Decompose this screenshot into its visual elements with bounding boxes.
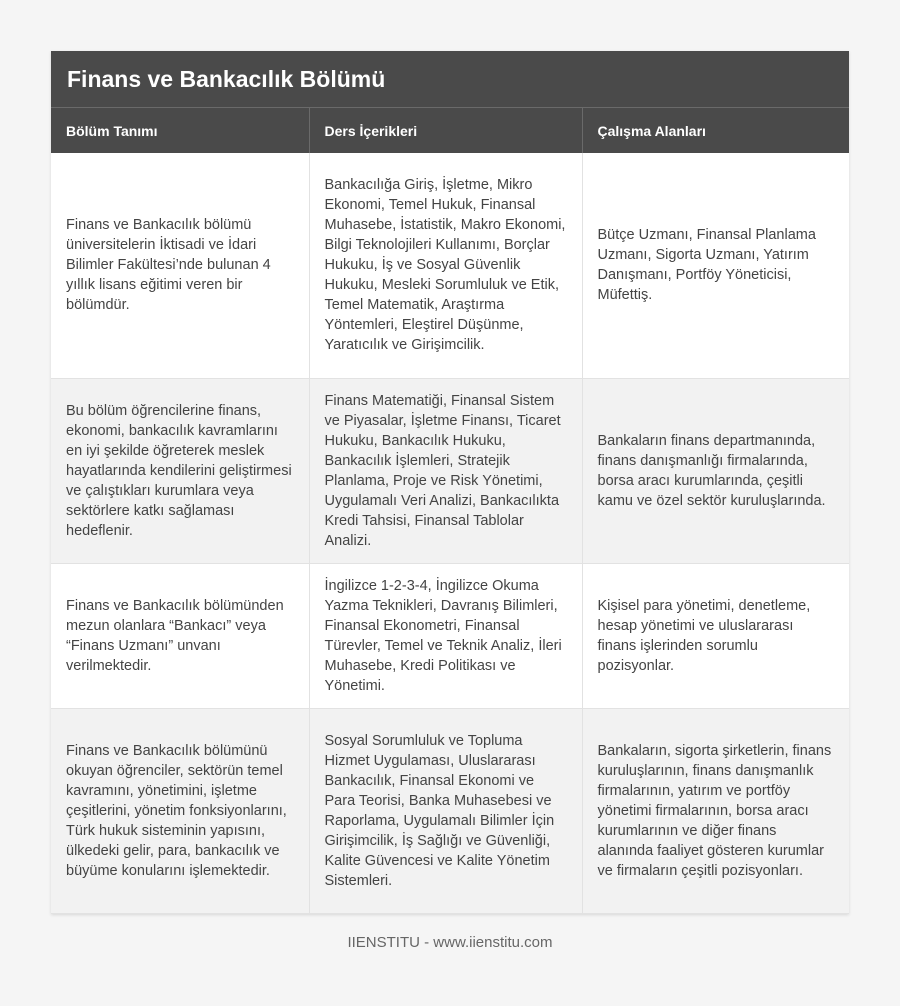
cell-career-areas: Bütçe Uzmanı, Finansal Planlama Uzmanı, Sigorta Uzmanı, Yatırım Danışmanı, Portföy Yöneticisi, Müfettiş. <box>582 153 849 378</box>
cell-career-areas: Kişisel para yönetimi, denetleme, hesap yönetimi ve uluslararası finans işlerinden sorumlu pozisyonlar. <box>582 563 849 708</box>
column-header-courses: Ders İçerikleri <box>309 108 582 153</box>
cell-description: Finans ve Bankacılık bölümünden mezun olanlara “Bankacı” veya “Finans Uzmanı” unvanı verilmektedir. <box>51 563 309 708</box>
cell-courses: İngilizce 1-2-3-4, İngilizce Okuma Yazma Teknikleri, Davranış Bilimleri, Finansal Ekonometri, Finansal Türevler, Temel ve Teknik Analiz, İleri Muhasebe, Kredi Politikası ve Yönetimi. <box>309 563 582 708</box>
table-row <box>51 153 849 378</box>
info-card <box>51 51 849 914</box>
page-title: Finans ve Bankacılık Bölümü <box>51 51 849 108</box>
table-row <box>51 563 849 708</box>
table-header-row <box>51 108 849 153</box>
cell-description: Bu bölüm öğrencilerine finans, ekonomi, bankacılık kavramlarını en iyi şekilde öğreterek meslek hayatlarında kendilerini geliştirmesi ve çalıştıkları kurumlara veya sektörlere katkı sağlaması hedeflenir. <box>51 378 309 563</box>
table-row <box>51 708 849 913</box>
cell-courses: Bankacılığa Giriş, İşletme, Mikro Ekonomi, Temel Hukuk, Finansal Muhasebe, İstatistik, Makro Ekonomi, Bilgi Teknolojileri Kullanımı, Borçlar Hukuku, İş ve Sosyal Güvenlik Hukuku, Mesleki Sorumluluk ve Etik, Temel Matematik, Araştırma Yöntemleri, Eleştirel Düşünme, Yaratıcılık ve Girişimcilik. <box>309 153 582 378</box>
column-header-description: Bölüm Tanımı <box>51 108 309 153</box>
footer-credit: IIENSTITU - www.iienstitu.com <box>347 934 553 951</box>
cell-career-areas: Bankaların, sigorta şirketlerin, finans kuruluşlarının, finans danışmanlık firmalarının, yatırım ve portföy yönetimi firmalarının, borsa aracı kurumlarının ve diğer finans alanında faaliyet gösteren kurumlar ve firmaların çeşitli pozisyonları. <box>582 708 849 913</box>
table-row <box>51 378 849 563</box>
cell-courses: Sosyal Sorumluluk ve Topluma Hizmet Uygulaması, Uluslararası Bankacılık, Finansal Ekonomi ve Para Teorisi, Banka Muhasebesi ve Raporlama, Uygulamalı Bilimler İçin Girişimcilik, İş Sağlığı ve Güvenliği, Kalite Güvencesi ve Kalite Yönetim Sistemleri. <box>309 708 582 913</box>
cell-description: Finans ve Bankacılık bölümü üniversitelerin İktisadi ve İdari Bilimler Fakültesi’nde bulunan 4 yıllık lisans eğitimi veren bir bölümdür. <box>51 153 309 378</box>
cell-description: Finans ve Bankacılık bölümünü okuyan öğrenciler, sektörün temel kavramını, yönetimini, işletme çeşitlerini, yönetim fonksiyonlarını, Türk hukuk sisteminin yapısını, ülkedeki gelir, para, bankacılık ve büyüme konularını işlemektedir. <box>51 708 309 913</box>
department-table <box>51 108 849 914</box>
column-header-career-areas: Çalışma Alanları <box>582 108 849 153</box>
cell-courses: Finans Matematiği, Finansal Sistem ve Piyasalar, İşletme Finansı, Ticaret Hukuku, Bankacılık Hukuku, Bankacılık İşlemleri, Stratejik Planlama, Proje ve Risk Yönetimi, Uygulamalı Veri Analizi, Bankacılıkta Kredi Tahsisi, Finansal Tablolar Analizi. <box>309 378 582 563</box>
cell-career-areas: Bankaların finans departmanında, finans danışmanlığı firmalarında, borsa aracı kurumlarında, çeşitli kamu ve özel sektör kuruluşlarında. <box>582 378 849 563</box>
